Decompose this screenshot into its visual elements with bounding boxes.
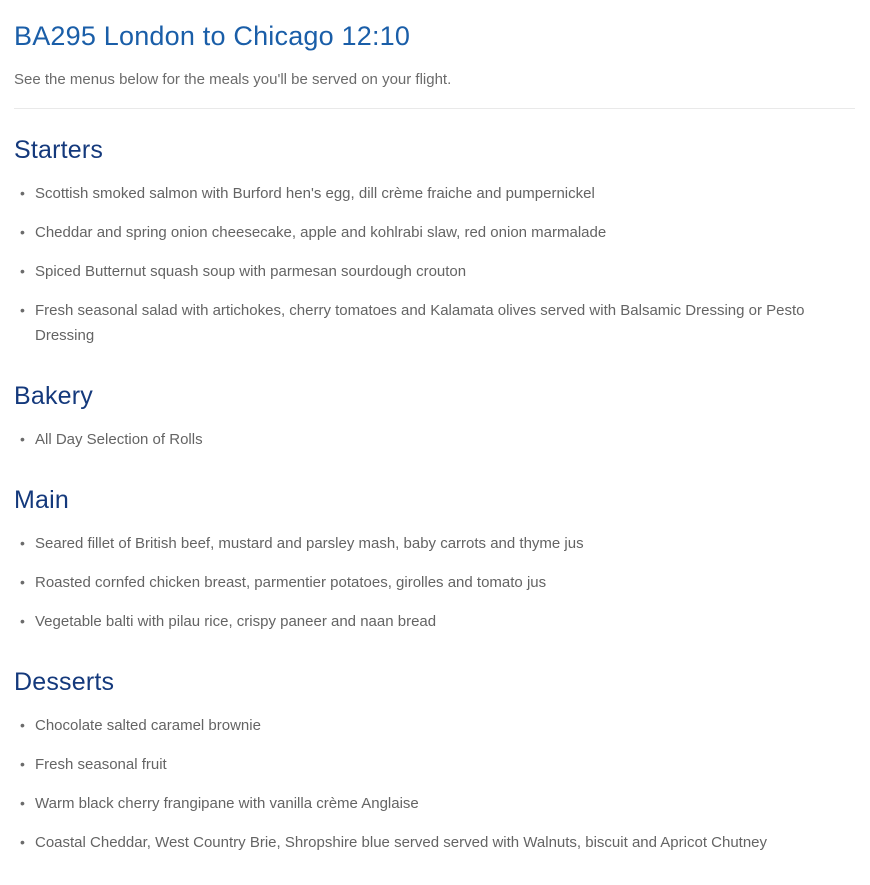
menu-item: • Vegetable balti with pilau rice, crispy paneer and naan bread bbox=[14, 609, 855, 634]
page-subtitle: See the menus below for the meals you'll be served on your flight. bbox=[14, 71, 452, 88]
menu-list-bakery bbox=[14, 427, 855, 452]
menu-item: • Coastal Cheddar, West Country Brie, Shropshire blue served served with Walnuts, biscuit and Apricot Chutney bbox=[14, 830, 855, 855]
menu-item: • Scottish smoked salmon with Burford hen's egg, dill crème fraiche and pumpernickel bbox=[14, 181, 855, 206]
section-title-bakery: Bakery bbox=[14, 382, 94, 410]
menu-item: • Fresh seasonal fruit bbox=[14, 752, 855, 777]
page-title: BA295 London to Chicago 12:10 bbox=[14, 21, 411, 51]
menu-list-desserts bbox=[14, 713, 855, 855]
menu-item: • Roasted cornfed chicken breast, parmentier potatoes, girolles and tomato jus bbox=[14, 570, 855, 595]
menu-item: • Fresh seasonal salad with artichokes, cherry tomatoes and Kalamata olives served with Balsamic Dressing or Pesto Dressing bbox=[14, 298, 855, 348]
menu-item: • All Day Selection of Rolls bbox=[14, 427, 855, 452]
menu-list-main bbox=[14, 531, 855, 634]
menu-item: • Seared fillet of British beef, mustard and parsley mash, baby carrots and thyme jus bbox=[14, 531, 855, 556]
section-title-main: Main bbox=[14, 486, 69, 514]
menu-section-main bbox=[14, 485, 855, 634]
menu-item: • Warm black cherry frangipane with vanilla crème Anglaise bbox=[14, 791, 855, 816]
menu-item: • Cheddar and spring onion cheesecake, apple and kohlrabi slaw, red onion marmalade bbox=[14, 220, 855, 245]
section-title-desserts: Desserts bbox=[14, 668, 115, 696]
divider bbox=[14, 108, 855, 109]
menu-list-starters bbox=[14, 181, 855, 348]
menu-section-starters bbox=[14, 135, 855, 348]
menu-section-bakery bbox=[14, 381, 855, 452]
menu-item: • Chocolate salted caramel brownie bbox=[14, 713, 855, 738]
menu-item: • Spiced Butternut squash soup with parmesan sourdough crouton bbox=[14, 259, 855, 284]
menu-section-desserts bbox=[14, 667, 855, 855]
section-title-starters: Starters bbox=[14, 136, 104, 164]
